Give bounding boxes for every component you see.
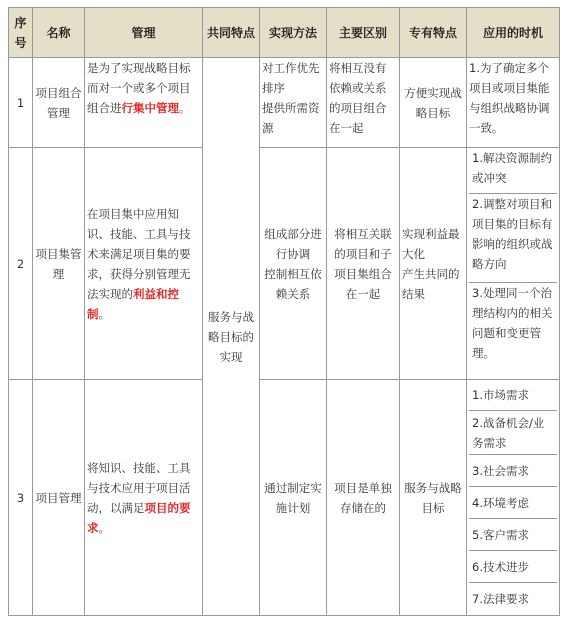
timing-item: 3.处理同一个治理结构内的相关问题和变更管理。 — [472, 286, 553, 360]
header-timing: 应用的时机 — [467, 8, 560, 58]
header-row — [9, 8, 560, 58]
row-diff: 项目是单独存储在的 — [327, 380, 400, 616]
timing-item: 4.环境考虑 — [469, 487, 557, 519]
table-row — [9, 58, 560, 148]
timing-item: 1.解决资源制约或冲突 — [469, 148, 557, 194]
comparison-table — [8, 7, 560, 616]
table-row — [9, 380, 560, 616]
header-common: 共同特点 — [203, 8, 260, 58]
mgmt-text: 将知识、技能、工具与技术应用于项目活动，以满足 — [87, 460, 191, 515]
timing-item: 2.调整对项目和项目集的目标有影响的组织或战略方向 — [469, 194, 557, 283]
row-name: 项目集管 理 — [33, 148, 85, 380]
header-seq: 序号 — [9, 8, 33, 58]
row-method: 对工作优先排序 提供所需资源 — [260, 58, 327, 148]
row-name: 项目组合 管理 — [33, 58, 85, 148]
header-unique: 专有特点 — [400, 8, 467, 58]
row-method: 通过制定实施计划 — [260, 380, 327, 616]
row-seq: 1 — [9, 58, 33, 148]
row-unique: 实现利益最大化 产生共同的结果 — [400, 148, 467, 380]
header-name: 名称 — [33, 8, 85, 58]
row-mgmt — [85, 380, 203, 616]
row-seq: 2 — [9, 148, 33, 380]
timing-item: 7.法律要求 — [472, 592, 529, 606]
header-method: 实现方法 — [260, 8, 327, 58]
mgmt-end: 。 — [179, 101, 191, 115]
mgmt-highlight: 项目的要求 — [87, 500, 191, 535]
row-method: 组成部分进行协调 控制相互依赖关系 — [260, 148, 327, 380]
row-mgmt — [85, 148, 203, 380]
row-mgmt — [85, 58, 203, 148]
row-diff: 将相互没有依赖或关系的项目组合在一起 — [327, 58, 400, 148]
row-timing — [467, 58, 560, 148]
mgmt-end: 。 — [98, 520, 110, 535]
common-feature-cell: 服务与战 略目标的 实现 — [203, 58, 260, 616]
mgmt-text: 在项目集中应用知识、技能、工具与技术来满足项目集的要求，获得分别管理无法实现的 — [87, 206, 191, 301]
row-diff: 将相互关联的项目和子项目集组合在一起 — [327, 148, 400, 380]
table-row — [9, 148, 560, 380]
timing-item: 1.市场需求 — [469, 380, 557, 411]
timing-item: 5.客户需求 — [469, 519, 557, 551]
timing-item: 1.为了确定多个项目或项目集能与组织战略协调一致。 — [469, 61, 550, 135]
row-seq: 3 — [9, 380, 33, 616]
timing-item: 3.社会需求 — [469, 455, 557, 487]
timing-item: 6.技术进步 — [469, 551, 557, 583]
mgmt-end: 。 — [98, 306, 110, 321]
row-timing — [467, 380, 560, 616]
row-unique: 服务与战略目标 — [400, 380, 467, 616]
timing-item: 2.战备机会/业务需求 — [469, 411, 557, 455]
row-timing — [467, 148, 560, 380]
row-unique: 方便实现战略目标 — [400, 58, 467, 148]
header-diff: 主要区别 — [327, 8, 400, 58]
row-name: 项目管理 — [33, 380, 85, 616]
header-mgmt: 管理 — [85, 8, 203, 58]
mgmt-highlight: 利益和控制 — [87, 286, 179, 321]
mgmt-text: 是为了实现战略目标而对一个或多个项目组合进 — [87, 61, 191, 115]
mgmt-highlight: 行集中管理 — [121, 101, 179, 115]
